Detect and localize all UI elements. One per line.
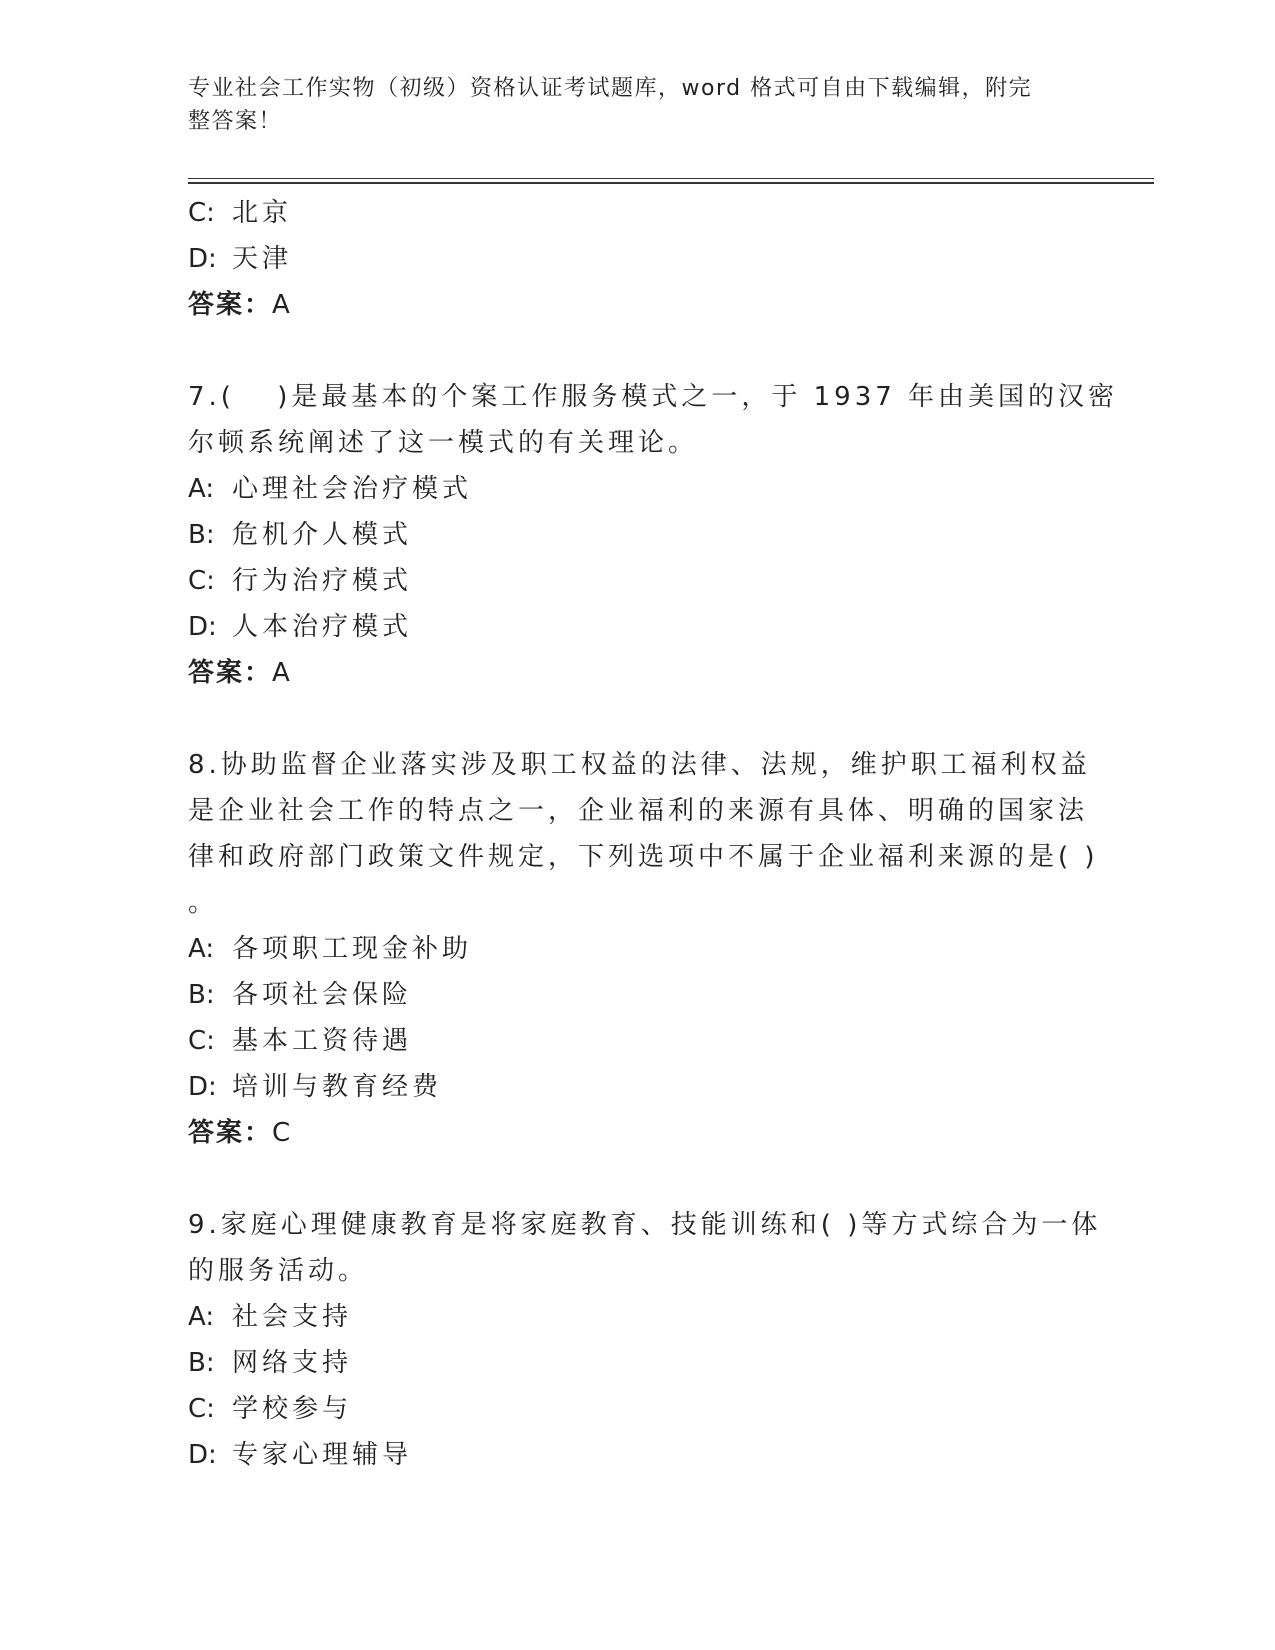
option-label: B: bbox=[188, 1348, 215, 1378]
option-label: A: bbox=[188, 1302, 215, 1332]
option-text: 学校参与 bbox=[232, 1394, 353, 1424]
question-text-line: 律和政府部门政策文件规定，下列选项中不属于企业福利来源的是( ) bbox=[188, 842, 1099, 872]
answer-value: C bbox=[272, 1118, 293, 1148]
option-d bbox=[188, 236, 1088, 282]
option-label: A: bbox=[188, 934, 215, 964]
option-c bbox=[188, 1018, 1088, 1064]
option-text: 专家心理辅导 bbox=[232, 1440, 413, 1470]
answer-line bbox=[188, 282, 1088, 328]
answer-line bbox=[188, 1110, 1088, 1156]
question-8 bbox=[188, 742, 1099, 1156]
option-text: 各项职工现金补助 bbox=[232, 934, 473, 964]
option-d bbox=[188, 1432, 1088, 1478]
question-text-line: 。 bbox=[188, 888, 219, 918]
option-label: C: bbox=[188, 198, 215, 228]
option-label: B: bbox=[188, 980, 215, 1010]
answer-line bbox=[188, 650, 1088, 696]
option-a bbox=[188, 926, 1088, 972]
option-c bbox=[188, 1386, 1088, 1432]
option-text: 行为治疗模式 bbox=[232, 566, 413, 596]
question-9 bbox=[188, 1202, 1102, 1478]
option-text: 危机介人模式 bbox=[232, 520, 413, 550]
answer-label: 答案： bbox=[188, 290, 273, 320]
answer-value: A bbox=[272, 658, 292, 688]
option-b bbox=[188, 1340, 1088, 1386]
option-text: 各项社会保险 bbox=[232, 980, 413, 1010]
question-7 bbox=[188, 374, 1119, 696]
option-text: 培训与教育经费 bbox=[232, 1072, 443, 1102]
question-content bbox=[188, 190, 1119, 1478]
option-label: C: bbox=[188, 1026, 215, 1056]
header-divider bbox=[188, 178, 1154, 179]
option-text: 网络支持 bbox=[232, 1348, 353, 1378]
page-header bbox=[188, 72, 1068, 138]
header-line-1: 专业社会工作实物（初级）资格认证考试题库，word 格式可自由下载编辑，附完 bbox=[188, 76, 1033, 101]
option-d bbox=[188, 1064, 1088, 1110]
option-label: D: bbox=[188, 1072, 217, 1102]
question-text bbox=[188, 1202, 1102, 1294]
option-text: 北京 bbox=[232, 198, 293, 228]
option-label: D: bbox=[188, 612, 217, 642]
header-line-2: 整答案！ bbox=[188, 109, 283, 134]
option-b bbox=[188, 972, 1088, 1018]
question-text bbox=[188, 374, 1119, 466]
question-text-line: 尔顿系统阐述了这一模式的有关理论。 bbox=[188, 428, 699, 458]
answer-label: 答案： bbox=[188, 658, 273, 688]
option-text: 心理社会治疗模式 bbox=[232, 474, 473, 504]
option-a bbox=[188, 466, 1088, 512]
option-c bbox=[188, 558, 1088, 604]
option-label: C: bbox=[188, 1394, 215, 1424]
option-label: A: bbox=[188, 474, 215, 504]
question-text-line: 是企业社会工作的特点之一，企业福利的来源有具体、明确的国家法 bbox=[188, 796, 1089, 826]
answer-label: 答案： bbox=[188, 1118, 273, 1148]
option-text: 天津 bbox=[232, 244, 293, 274]
option-label: C: bbox=[188, 566, 215, 596]
option-label: D: bbox=[188, 1440, 217, 1470]
question-text-line: 7.( )是最基本的个案工作服务模式之一，于 1937 年由美国的汉密 bbox=[188, 382, 1119, 412]
option-c bbox=[188, 190, 1088, 236]
option-b bbox=[188, 512, 1088, 558]
option-label: B: bbox=[188, 520, 215, 550]
question-text-line: 的服务活动。 bbox=[188, 1256, 369, 1286]
question-text bbox=[188, 742, 1099, 926]
option-a bbox=[188, 1294, 1088, 1340]
answer-value: A bbox=[272, 290, 292, 320]
question-text-line: 8.协助监督企业落实涉及职工权益的法律、法规，维护职工福利权益 bbox=[188, 750, 1091, 780]
header-divider-thick bbox=[188, 182, 1154, 184]
question-6-tail bbox=[188, 190, 1088, 328]
option-d bbox=[188, 604, 1088, 650]
option-label: D: bbox=[188, 244, 217, 274]
option-text: 基本工资待遇 bbox=[232, 1026, 413, 1056]
option-text: 人本治疗模式 bbox=[232, 612, 413, 642]
question-text-line: 9.家庭心理健康教育是将家庭教育、技能训练和( )等方式综合为一体 bbox=[188, 1210, 1102, 1240]
option-text: 社会支持 bbox=[232, 1302, 353, 1332]
